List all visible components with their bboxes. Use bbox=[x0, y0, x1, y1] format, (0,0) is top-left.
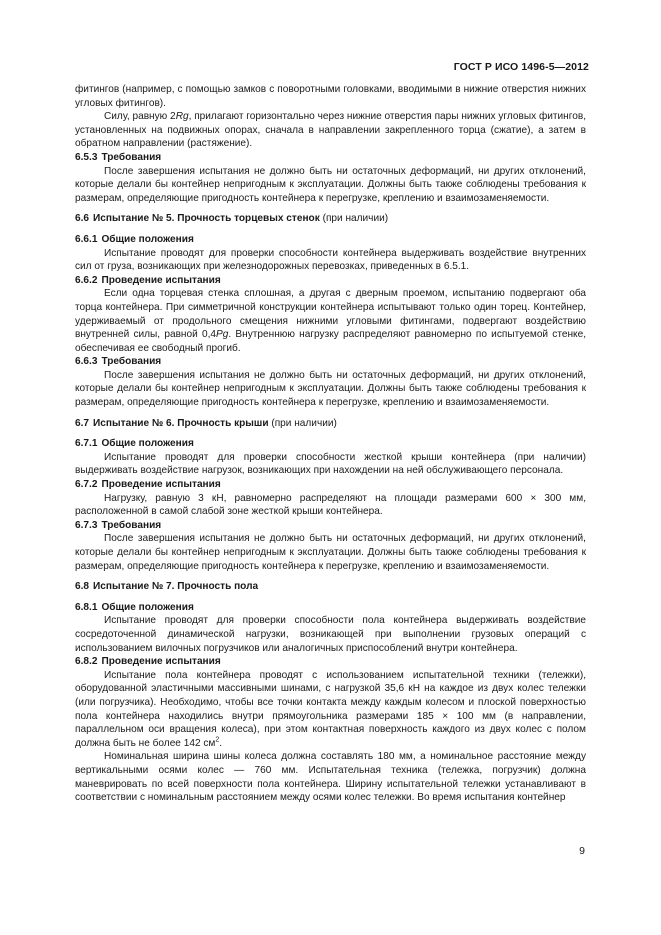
heading-title: Общие положения bbox=[101, 233, 194, 245]
subsection-heading bbox=[75, 233, 586, 247]
paragraph: Силу, равную 2Rg, прилагают горизонтально через нижние отверстия пары нижних угловых фитингов, установленных на подвижных опорах, сначала в направлении закрепленного торца (сжатие), а затем в обратном направлении (растяжение). bbox=[75, 111, 586, 150]
section-heading bbox=[75, 580, 586, 594]
paragraph: фитингов (например, с помощью замков с поворотными головками, вводимыми в нижние отверстия нижних угловых фитингов). bbox=[75, 84, 586, 109]
heading-title: Испытание № 5. Прочность торцевых стенок bbox=[93, 213, 320, 225]
heading-note: (при наличии) bbox=[268, 417, 337, 429]
subsection-heading bbox=[75, 655, 586, 669]
subsection-heading bbox=[75, 355, 586, 369]
heading-note: (при наличии) bbox=[319, 213, 389, 225]
heading-number: 6.6.1 bbox=[75, 233, 98, 245]
paragraph: Если одна торцевая стенка сплошная, а другая с дверным проемом, испытанию подвергают оба торца контейнера. При симметричной конструкции контейнера испытывают только один торец. Контейнер, удерживаемый от продольного смещения нижними угловыми фитингами, подвергают воздействию внутренней силы, равной 0,4Pg. Внутреннюю нагрузку распределяют равномерно по испытуемой стенке, обеспечивая ее свободный прогиб. bbox=[75, 288, 586, 354]
heading-number: 6.8.2 bbox=[75, 656, 98, 668]
section-heading bbox=[75, 212, 586, 226]
heading-number: 6.7.3 bbox=[75, 519, 98, 531]
heading-number: 6.8.1 bbox=[75, 601, 98, 613]
heading-number: 6.5.3 bbox=[75, 151, 98, 163]
heading-number: 6.6.3 bbox=[75, 356, 98, 368]
heading-number: 6.8 bbox=[75, 581, 90, 593]
heading-number: 6.6 bbox=[75, 213, 90, 225]
paragraph: Номинальная ширина шины колеса должна составлять 180 мм, а номинальное расстояние между вертикальными осями колес — 760 мм. Испытательная техника (тележка, погрузчик) должна маневрировать по всей поверхности пола контейнера. Ширину испытательной тележки устанавливают в соответствии с номинальным расстоянием между осями колес тележки. Во время испытания контейнер bbox=[75, 751, 586, 804]
document-body bbox=[75, 83, 586, 805]
heading-title: Проведение испытания bbox=[101, 479, 221, 491]
subsection-heading bbox=[75, 437, 586, 451]
paragraph: Нагрузку, равную 3 кН, равномерно распределяют на площади размерами 600 × 300 мм, расположенной в самой слабой зоне жесткой крыши контейнера. bbox=[75, 492, 586, 518]
heading-title: Испытание № 6. Прочность крыши bbox=[93, 417, 269, 429]
paragraph: Испытание проводят для проверки способности жесткой крыши контейнера (при наличии) выдерживать воздействие нагрузок, возникающих при нахождении на ней обслуживающего персонала. bbox=[75, 451, 586, 477]
subsection-heading bbox=[75, 601, 586, 615]
paragraph: Испытание проводят для проверки способности контейнера выдерживать воздействие внутренних сил от груза, возникающих при железнодорожных перевозках, приведенных в 6.5.1. bbox=[75, 247, 586, 273]
subsection-heading bbox=[75, 151, 586, 165]
paragraph: После завершения испытания не должно быть ни остаточных деформаций, ни других отклонений, которые делали бы контейнер непригодным к эксплуатации. Должны быть также соблюдены требования к размерам, определяющие пригодность контейнера к перегрузке, креплению и взаимозаменяемости. bbox=[75, 165, 586, 204]
paragraph: После завершения испытания не должно быть ни остаточных деформаций, ни других отклонений, которые делали бы контейнер непригодным к эксплуатации. Должны быть также соблюдены требования к размерам, определяющие пригодность контейнера к перегрузке, креплению и взаимозаменяемости. bbox=[75, 369, 586, 409]
heading-title: Требования bbox=[101, 519, 162, 531]
heading-number: 6.6.2 bbox=[75, 274, 98, 286]
heading-number: 6.7 bbox=[75, 417, 90, 429]
subsection-heading bbox=[75, 274, 586, 288]
heading-title: Требования bbox=[101, 151, 162, 163]
heading-title: Требования bbox=[101, 356, 162, 368]
paragraph: После завершения испытания не должно быть ни остаточных деформаций, ни других отклонений, которые делали бы контейнер непригодным к эксплуатации. Должны быть также соблюдены требования к размерам, определяющие пригодность контейнера к перегрузке, креплению и взаимозаменяемости. bbox=[75, 533, 586, 572]
heading-title: Проведение испытания bbox=[101, 656, 221, 668]
section-heading bbox=[75, 417, 586, 431]
paragraph: Испытание пола контейнера проводят с использованием испытательной техники (тележки), оборудованной эластичными массивными шинами, с нагрузкой 35,6 кН на каждое из двух колес тележки (или погрузчика). Необходимо, чтобы все точки контакта между каждым колесом и плоской поверхностью пола контейнера находились внутри прямоугольника размерами 185 × 100 мм (в направлении, параллельном оси вращения колеса), при этом контактная поверхность каждого из двух колес с полом должна быть не более 142 $см^2$. bbox=[75, 669, 586, 749]
heading-number: 6.7.1 bbox=[75, 438, 98, 450]
heading-title: Общие положения bbox=[101, 601, 194, 613]
heading-title: Проведение испытания bbox=[101, 274, 221, 286]
subsection-heading bbox=[75, 519, 586, 533]
page-number: 9 bbox=[579, 845, 585, 857]
heading-title: Испытание № 7. Прочность пола bbox=[93, 581, 259, 593]
document-header: ГОСТ Р ИСО 1496-5—2012 bbox=[453, 61, 589, 73]
heading-title: Общие положения bbox=[101, 438, 194, 450]
subsection-heading bbox=[75, 478, 586, 492]
heading-number: 6.7.2 bbox=[75, 479, 98, 491]
paragraph: Испытание проводят для проверки способности пола контейнера выдерживать воздействие сосредоточенной динамической нагрузки, возникающей при выполнении грузовых операций с использованием вилочных погрузчиков или аналогичных приспособлений внутри контейнера. bbox=[75, 615, 586, 654]
